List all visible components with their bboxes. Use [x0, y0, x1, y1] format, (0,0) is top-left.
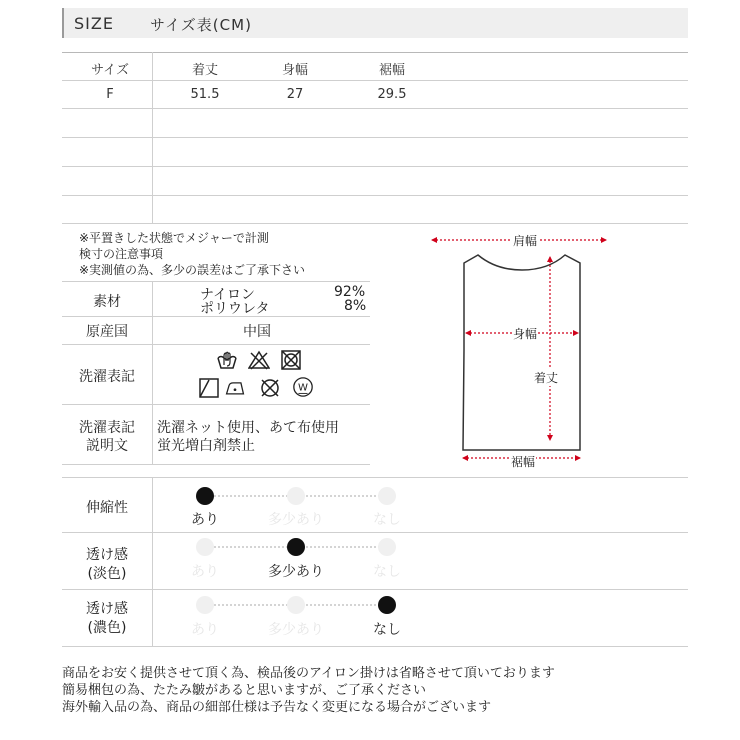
- note-line: 検寸の注意事項: [79, 247, 164, 261]
- footer-note: 商品をお安く提供させて頂く為、検品後のアイロン掛けは省略させて頂いております: [62, 666, 555, 681]
- scale-dot: [287, 487, 305, 505]
- footer-note: 簡易梱包の為、たたみ皺があると思いますが、ご了承ください: [62, 683, 427, 698]
- footer-note: 海外輸入品の為、商品の細部仕様は予告なく変更になる場合がございます: [62, 700, 492, 715]
- diagram-shoulder-label: 肩幅: [513, 234, 538, 248]
- no-dry-clean-icon: [259, 377, 281, 399]
- scale-dot-selected: [378, 596, 396, 614]
- fabric-percent: 92%: [334, 284, 366, 300]
- table-rule: [62, 80, 688, 81]
- table-rule: [62, 646, 688, 647]
- scale-dot: [287, 596, 305, 614]
- fabric-percent: 8%: [344, 298, 367, 314]
- diagram-hem-label: 裾幅: [511, 455, 536, 469]
- table-rule: [62, 195, 688, 196]
- table-rule: [62, 223, 688, 224]
- scale-dot: [378, 538, 396, 556]
- scale-option: なし: [373, 564, 401, 580]
- table-rule: [62, 108, 688, 109]
- scale-label-stretch: 伸縮性: [86, 500, 128, 516]
- table-rule: [62, 344, 370, 345]
- origin-value: 中国: [243, 324, 271, 340]
- scale-dot: [196, 596, 214, 614]
- scale-option: なし: [373, 622, 401, 638]
- scale-label-sheer-dark-sub: (濃色): [87, 620, 127, 636]
- diagram-chest-label: 身幅: [513, 327, 538, 341]
- scale-option: あり: [191, 512, 219, 528]
- table-rule: [62, 137, 688, 138]
- scale-option: 多少あり: [268, 622, 324, 638]
- table-cell-chest: 27: [286, 87, 304, 102]
- scale-option: 多少あり: [268, 564, 324, 580]
- garment-outline-icon: [430, 225, 610, 470]
- table-header-length: 着丈: [191, 63, 218, 78]
- note-line: ※実測値の為、多少の誤差はご了承下さい: [79, 263, 306, 277]
- origin-label: 原産国: [86, 324, 128, 340]
- table-rule: [62, 166, 688, 167]
- fabric-name: ポリウレタ: [200, 301, 270, 317]
- care-desc-label: 説明文: [86, 438, 128, 454]
- table-rule: [62, 532, 688, 533]
- no-tumble-dry-icon: [280, 349, 302, 371]
- care-desc-label: 洗濯表記: [79, 420, 135, 436]
- size-table-title: サイズ表(CM): [150, 16, 252, 34]
- care-label: 洗濯表記: [79, 369, 135, 385]
- table-rule: [62, 464, 370, 465]
- table-divider: [152, 281, 153, 464]
- wet-clean-icon: [292, 376, 314, 398]
- diagram-length-label: 着丈: [534, 371, 559, 385]
- size-heading: SIZE: [74, 14, 114, 33]
- table-divider: [152, 52, 153, 223]
- scale-dot-selected: [196, 487, 214, 505]
- scale-label-sheer-light-sub: (淡色): [87, 566, 127, 582]
- table-cell-hem: 29.5: [377, 87, 407, 102]
- table-divider: [152, 477, 153, 646]
- care-desc-text: 洗濯ネット使用、あて布使用: [157, 420, 339, 436]
- scale-option: あり: [191, 622, 219, 638]
- table-cell-length: 51.5: [190, 87, 220, 102]
- note-line: ※平置きした状態でメジャーで計測: [79, 231, 269, 245]
- fabric-name: ナイロン: [200, 287, 256, 303]
- wet-clean-letter: W: [298, 382, 308, 394]
- scale-label-sheer-light: 透け感: [86, 547, 128, 563]
- table-rule: [62, 281, 370, 282]
- hand-wash-icon: [216, 349, 238, 371]
- table-cell-size: F: [106, 87, 114, 102]
- low-iron-icon: [224, 377, 246, 399]
- table-rule: [62, 404, 370, 405]
- care-desc-text: 蛍光増白剤禁止: [157, 438, 255, 454]
- scale-dot: [378, 487, 396, 505]
- table-rule: [62, 477, 688, 478]
- table-rule: [62, 52, 688, 53]
- scale-option: あり: [191, 564, 219, 580]
- table-header-chest: 身幅: [281, 63, 308, 78]
- table-header-size: サイズ: [91, 63, 129, 78]
- line-dry-icon: [198, 377, 220, 399]
- scale-label-sheer-dark: 透け感: [86, 601, 128, 617]
- scale-dot: [196, 538, 214, 556]
- section-header: [62, 8, 688, 38]
- scale-option: 多少あり: [268, 512, 324, 528]
- no-bleach-icon: [248, 349, 270, 371]
- scale-dot-selected: [287, 538, 305, 556]
- table-header-hem: 裾幅: [378, 63, 405, 78]
- fabric-label: 素材: [93, 294, 121, 310]
- table-rule: [62, 589, 688, 590]
- scale-option: なし: [373, 512, 401, 528]
